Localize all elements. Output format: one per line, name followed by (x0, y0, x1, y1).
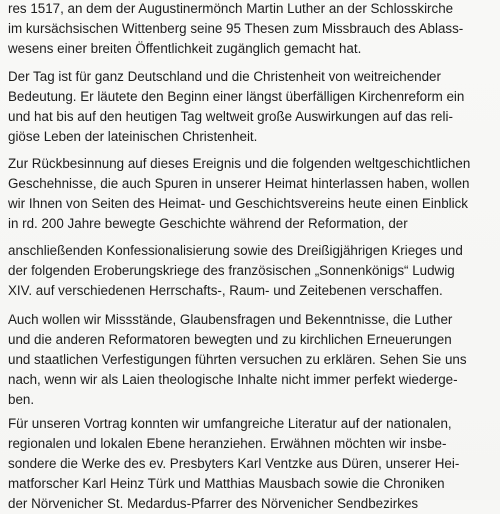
paragraph-reflection: Zur Rückbesinnung auf dieses Ereignis und die folgenden weltgeschichtlichen Geschehnisse, die auch Spuren in unserer Heimat hinterlassen haben, wollen wir Ihnen von Seiten des Heimat- und Geschichtsvereins heute einen Einblick in rd. 200 Jahre bewegte Geschichte während der Reformation, der (8, 156, 471, 231)
paragraph-grievances: Auch wollen wir Missstände, Glaubensfragen und Bekenntnisse, die Luther und die anderen Reformatoren bewegten und zu kirchlichen Erneuerungen und staatlichen Verfestigungen führten versuchen zu erklären. Sehen Sie uns nach, wenn wir als Laien theologische Inhalte nicht immer perfekt wiederge- ben. (8, 312, 467, 407)
paragraph-literature: Für unseren Vortrag konnten wir umfangreiche Literatur auf der nationalen, regionalen und lokalen Ebene heranziehen. Erwähnen möchten wir insbe- sondere die Werke des ev. Presbyters Karl Ventzke aus Düren, unserer Hei- matforscher Karl Heinz Türk und Matthias Mausbach sowie die Chroniken der Nörvenicher St. Medardus-Pfarrer des Nörvenicher Sendbezirkes (8, 416, 460, 511)
paragraph-confessionalization: anschließenden Konfessionalisierung sowie des Dreißigjährigen Krieges und der folgenden Eroberungskriege des französischen „Sonnenkönigs“ Ludwig XIV. auf verschiedenen Herrschafts-, Raum- und Zeitebenen verschaffen. (8, 243, 463, 298)
paragraph-intro-continuation: res 1517, an dem der Augustinermönch Martin Luther an der Schlosskirche im kursächsischen Wittenberg seine 95 Thesen zum Missbrauch des Ablass- wesens einer breiten Öffentlichkeit zugänglich gemacht hat. (8, 1, 464, 56)
paragraph-significance: Der Tag ist für ganz Deutschland und die Christenheit von weitreichender Bedeutung. Er läutete den Beginn einer längst überfälligen Kirchenreform ein und hat bis auf den heutigen Tag weltweit große Auswirkungen auf das reli- giöse Leben der lateinischen Christenheit. (8, 69, 465, 144)
